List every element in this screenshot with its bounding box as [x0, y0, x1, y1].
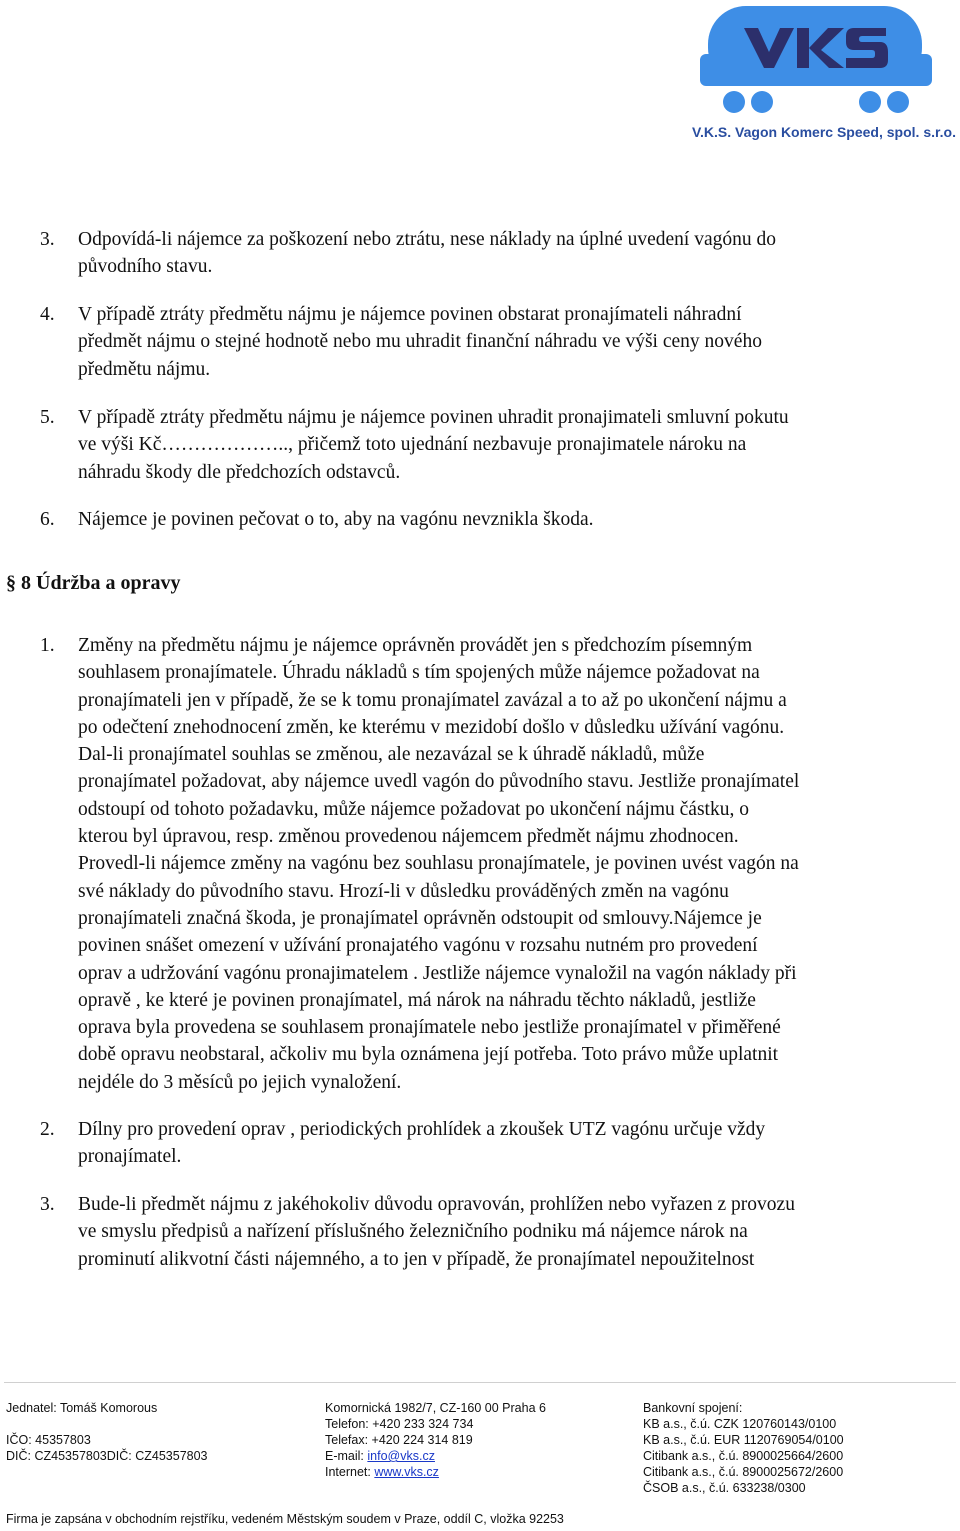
text-line: pronajímateli značná škoda, je pronajímatel oprávněn odstoupit od smlouvy.Nájemce je	[78, 907, 762, 929]
item-text	[78, 1116, 960, 1171]
text-line: oprava byla provedena se souhlasem pronajímatele nebo jestliže pronajímatel v přiměřené	[78, 1017, 781, 1039]
email-label: E-mail:	[325, 1449, 368, 1463]
text-line: pronajímateli jen v případě, že se k tomu pronajímatel zavázal a to až po ukončení nájmu a	[78, 689, 787, 711]
text-line: předmět nájmu o stejné hodnotě nebo mu uhradit finanční náhradu ve výši ceny nového	[78, 331, 762, 353]
text-line: své náklady do původního stavu. Hrozí-li v důsledku prováděných změn na vagónu	[78, 880, 729, 902]
internet-label: Internet:	[325, 1465, 375, 1479]
bank-account: ČSOB a.s., č.ú. 633238/0300	[643, 1481, 806, 1495]
text-line: opravě , ke které je povinen pronajímatel, má nárok na náhradu těchto nákladů, jestliže	[78, 989, 756, 1011]
item-text	[78, 1191, 960, 1273]
text-line: ve výši Kč……………….., přičemž toto ujednání nezbavuje pronajimatele nároku na	[78, 434, 747, 456]
logo-base-bar	[700, 54, 932, 86]
bank-account: Citibank a.s., č.ú. 8900025672/2600	[643, 1465, 844, 1479]
text-line: ve smyslu předpisů a nařízení příslušného železničního podniku má nájemce nárok na	[78, 1221, 748, 1243]
item-number: 4.	[40, 304, 55, 325]
text-line: po odečtení znehodnocení změn, ke kterému v mezidobí došlo v důsledku užívání vagónu.	[78, 716, 785, 738]
text-line: nejdéle do 3 měsíců po jejich vynaložení.	[78, 1071, 402, 1093]
footer-bank-info	[643, 1400, 844, 1496]
footer-divider	[4, 1382, 956, 1383]
text-line: kterou byl úpravou, resp. změnou provedenou nájemcem předmět nájmu zhodnocen.	[78, 826, 739, 848]
item-text	[78, 632, 960, 1096]
company-name: V.K.S. Vagon Komerc Speed, spol. s.r.o.	[691, 124, 956, 140]
text-line: oprav a udržování vagónu pronajimatelem . Jestliže nájemce vynaložil na vagón náklady při	[78, 962, 797, 984]
bank-account: Citibank a.s., č.ú. 8900025664/2600	[643, 1449, 844, 1463]
registration-note: Firma je zapsána v obchodním rejstříku, vedeném Městským soudem v Praze, oddíl C, vložka 92253	[6, 1512, 564, 1526]
text-line: prominutí alikvotní části nájemného, a to jen v případě, že pronajímatel nepoužitelnost	[78, 1248, 755, 1270]
logo-wheels	[723, 91, 909, 113]
item-number: 6.	[40, 509, 55, 530]
item-text	[78, 506, 960, 533]
item-number: 1.	[40, 635, 55, 656]
text-line: povinen snášet omezení v užívání pronajatého vagónu v rozsahu nutném pro provedení	[78, 935, 758, 957]
text-line: odstoupí od tohoto požadavku, může nájemce požadovat po ukončení nájmu částku, o	[78, 798, 749, 820]
item-number: 2.	[40, 1119, 55, 1140]
dic: DIČ: CZ45357803DIČ: CZ45357803	[6, 1449, 208, 1463]
text-line: původního stavu.	[78, 256, 213, 278]
bank-account: KB a.s., č.ú. CZK 120760143/0100	[643, 1417, 837, 1431]
bank-account: KB a.s., č.ú. EUR 1120769054/0100	[643, 1433, 844, 1447]
text-line: pronajímatel požadovat, aby nájemce uvedl vagón do původního stavu. Jestliže pronajímatel	[78, 771, 800, 793]
text-line: Bude-li předmět nájmu z jakéhokoliv důvodu opravován, prohlížen nebo vyřazen z provozu	[78, 1194, 795, 1215]
item-number: 3.	[40, 1194, 55, 1215]
spacer	[6, 1416, 208, 1432]
footer-company-info	[6, 1400, 208, 1464]
phone: Telefon: +420 233 324 734	[325, 1417, 474, 1431]
bank-title: Bankovní spojení:	[643, 1401, 743, 1415]
vks-logo-graphic	[700, 6, 932, 114]
item-number: 3.	[40, 229, 55, 250]
jednatel: Jednatel: Tomáš Komorous	[6, 1401, 158, 1415]
item-text	[78, 404, 960, 486]
text-line: Dílny pro provedení oprav , periodických prohlídek a zkoušek UTZ vagónu určuje vždy	[78, 1119, 766, 1140]
footer-contact	[325, 1400, 546, 1480]
item-text	[78, 226, 960, 281]
text-line: Provedl-li nájemce změny na vagónu bez souhlasu pronajímatele, je povinen uvést vagón na	[78, 853, 799, 875]
text-line: Odpovídá-li nájemce za poškození nebo ztrátu, nese náklady na úplné uvedení vagónu do	[78, 229, 776, 250]
website-link[interactable]: www.vks.cz	[374, 1465, 439, 1479]
text-line: Dal-li pronajímatel souhlas se změnou, ale nezavázal se k úhradě nákladů, může	[78, 744, 705, 766]
email-link[interactable]: info@vks.cz	[367, 1449, 435, 1463]
fax: Telefax: +420 224 314 819	[325, 1433, 473, 1447]
text-line: Nájemce je povinen pečovat o to, aby na vagónu nevznikla škoda.	[78, 509, 594, 530]
text-line: náhradu škody dle předchozích odstavců.	[78, 461, 401, 483]
text-line: době opravu neobstaral, ačkoliv mu byla oznámena její potřeba. Toto právo může uplatnit	[78, 1044, 779, 1066]
item-number: 5.	[40, 407, 55, 428]
item-text	[78, 301, 960, 383]
text-line: V případě ztráty předmětu nájmu je nájemce povinen obstarat pronajímateli náhradní	[78, 304, 742, 325]
email-row	[325, 1448, 546, 1464]
text-line: V případě ztráty předmětu nájmu je nájemce povinen uhradit pronajimateli smluvní pokutu	[78, 407, 789, 428]
company-logo	[700, 6, 932, 114]
ico: IČO: 45357803	[6, 1433, 91, 1447]
text-line: předmětu nájmu.	[78, 358, 211, 380]
internet-row	[325, 1464, 546, 1480]
text-line: Změny na předmětu nájmu je nájemce oprávněn provádět jen s předchozím písemným	[78, 635, 753, 656]
address: Komornická 1982/7, CZ-160 00 Praha 6	[325, 1401, 546, 1415]
text-line: souhlasem pronajímatele. Úhradu nákladů s tím spojených může nájemce požadovat na	[78, 662, 760, 684]
section-heading: § 8 Údržba a opravy	[6, 572, 181, 594]
text-line: pronajímatel.	[78, 1146, 182, 1168]
